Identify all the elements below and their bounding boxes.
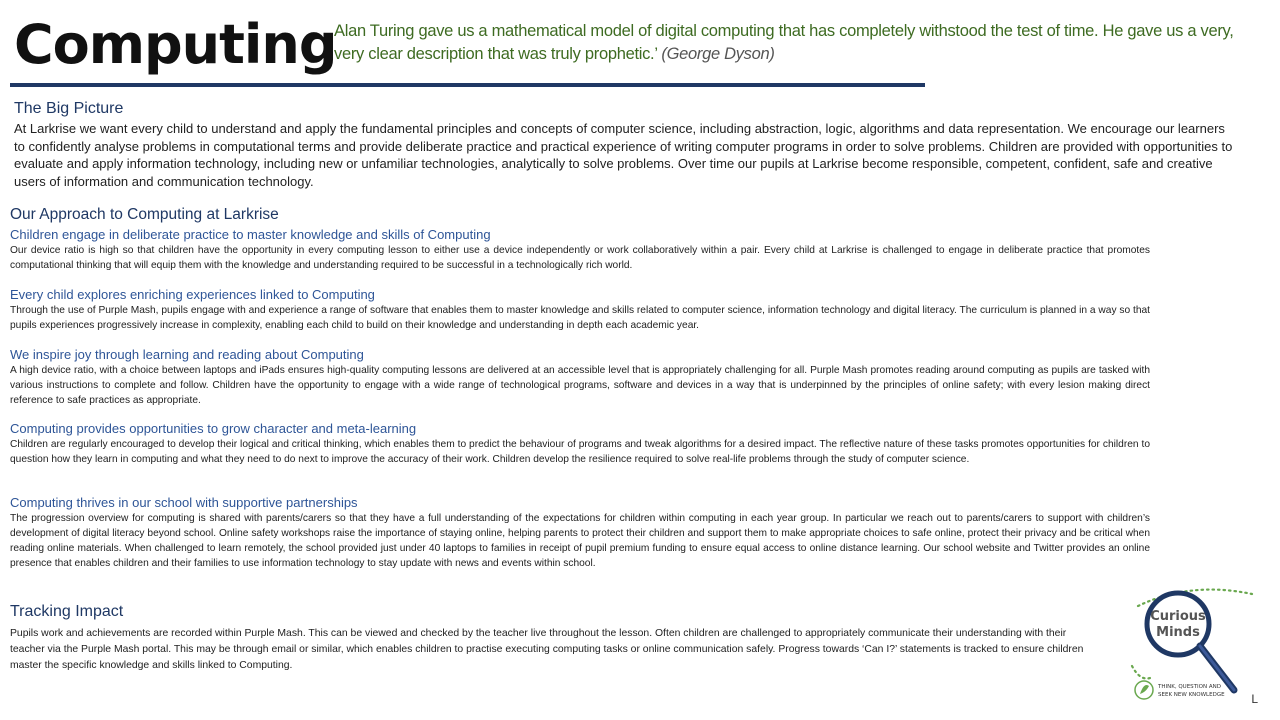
tracking-text: Pupils work and achievements are recorded within Purple Mash. This can be viewed and checked by the teacher live throughout the lesson. Often children are challenged to appropriately communicate their understanding with their teacher via the Purple Mash portal. This may be through email or similar, which enables children to practise executing computing tasks or online communication safely. Progress towards ‘Can I?’ statements is tracked to ensure children master the specific knowledge and skills linked to Computing.	[10, 628, 1084, 671]
section-heading: Every child explores enriching experiences linked to Computing	[10, 287, 375, 302]
section-text: Children are regularly encouraged to develop their logical and critical thinking, which enables them to predict the behaviour of programs and tweak algorithms for a desired impact. The reflective nature of these tasks promotes opportunities for children to question how they learn in computing and what they need to do next to improve the accuracy of their work. Children develop the resilience required to solve real-life problems through the study of computer science.	[10, 439, 1150, 465]
badge-line2: Minds	[1156, 625, 1200, 640]
quote-author: (George Dyson)	[661, 45, 775, 63]
approach-section	[10, 287, 1150, 333]
badge-tagline1: THINK, QUESTION AND	[1158, 684, 1221, 690]
corner-mark: L	[1251, 692, 1258, 706]
quote-text: Alan Turing gave us a mathematical model of digital computing that has completely withstood the test of time. He gave us a very, very clear description that was truly prophetic.’	[334, 22, 1234, 63]
approach-heading: Our Approach to Computing at Larkrise	[10, 206, 279, 223]
badge-line1: Curious	[1150, 609, 1206, 624]
approach-section	[10, 495, 1150, 571]
section-text: A high device ratio, with a choice between laptops and iPads ensures high-quality computing lessons are delivered at an accessible level that is appropriately challenging for all. Purple Mash promotes reading around computing as pupils are tasked with various instructions to complete and follow. Children have the opportunity to engage with a wide range of technological programs, software and devices in a way that is underpinned by the principles of online safety; with every lesion making direct reference to safe practices as appropriate.	[10, 365, 1150, 406]
header-divider	[10, 83, 925, 87]
section-heading: Computing provides opportunities to grow character and meta-learning	[10, 421, 417, 436]
section-heading: We inspire joy through learning and reading about Computing	[10, 347, 364, 362]
section-text: The progression overview for computing is shared with parents/carers so that they have a full understanding of the expectations for children within computing in each year group. In particular we reach out to parents/carers to support with children’s development of digital literacy beyond school. Online safety workshops raise the importance of staying online, helping parents to protect their children and support them to make appropriate choices to safe online, protect their privacy and be critical when reading online materials. When challenged to learn remotely, the school provided just under 40 laptops to families in receipt of pupil premium funding to ensure equal access to online distance learning. Our school website and Twitter provides an online presence that enables children and their families to use information technology to stay update with news and events within school.	[10, 513, 1150, 569]
section-heading: Computing thrives in our school with supportive partnerships	[10, 495, 358, 510]
magnifying-glass-icon	[1130, 586, 1260, 706]
header-quote	[334, 20, 1246, 66]
approach-section	[10, 227, 1150, 273]
page-title: Computing	[14, 13, 337, 76]
section-text: Our device ratio is high so that children have the opportunity in every computing lesson to either use a device independently or work collaboratively within a pair. Every child at Larkrise is challenged to engage in deliberate practice that promotes computational thinking that will equip them with the knowledge and understanding required to be successful in a technologically rich world.	[10, 245, 1150, 271]
approach-section	[10, 347, 1150, 408]
big-picture-text: At Larkrise we want every child to understand and apply the fundamental principles and concepts of computer science, including abstraction, logic, algorithms and data representation. We encourage our learners to confidently analyse problems in computational terms and provide deliberate practice and practical experience of writing computer programs in order to solve problems. Children are provided with opportunities to evaluate and apply information technology, including new or unfamiliar technologies, analytically to solve problems. Over time our pupils at Larkrise become responsible, competent, confident, safe and creative users of information and communication technology.	[14, 121, 1233, 189]
section-heading: Children engage in deliberate practice to master knowledge and skills of Computing	[10, 227, 491, 242]
big-picture-heading: The Big Picture	[14, 100, 124, 117]
curious-minds-logo	[1130, 586, 1260, 706]
badge-tagline2: SEEK NEW KNOWLEDGE	[1158, 692, 1225, 698]
approach-section	[10, 421, 1150, 467]
section-text: Through the use of Purple Mash, pupils engage with and experience a range of software that enables them to master knowledge and skills related to computer science, information technology and digital literacy. The curriculum is planned in a way so that pupils experiences progressively increase in complexity, enabling each child to build on their knowledge and understanding in depth each academic year.	[10, 305, 1150, 331]
tracking-heading: Tracking Impact	[10, 603, 124, 620]
